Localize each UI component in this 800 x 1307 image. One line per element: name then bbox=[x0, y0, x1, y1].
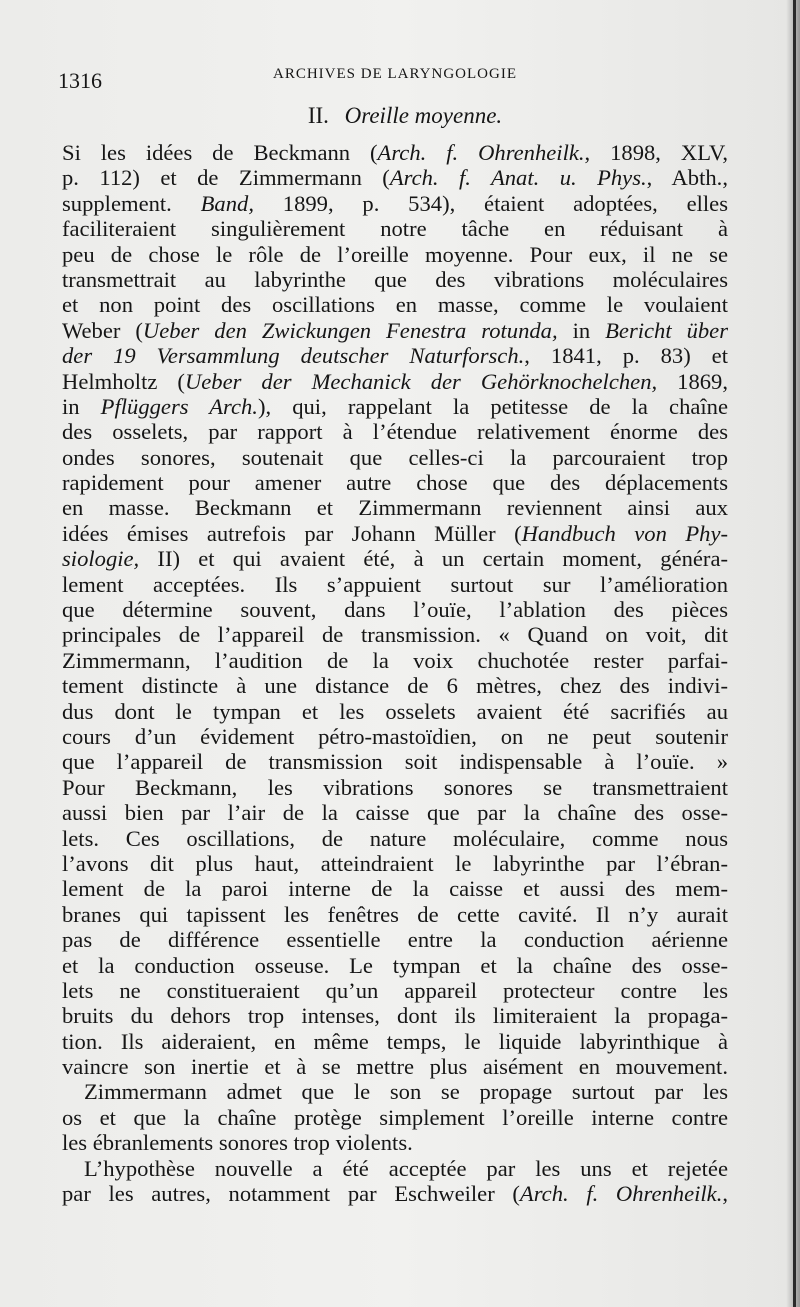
text-run: , Abth., bbox=[646, 165, 728, 191]
text-line bbox=[62, 953, 728, 978]
text-line bbox=[62, 1079, 728, 1104]
text-run: par les autres, notamment par Eschweiler ( bbox=[62, 1181, 520, 1207]
text-run: lets. Ces oscillations, de nature moléculaire, comme nous bbox=[62, 825, 728, 851]
text-line bbox=[62, 1029, 728, 1054]
text-line bbox=[62, 1003, 728, 1028]
text-run: en masse. Beckmann et Zimmermann reviennent ainsi aux bbox=[62, 495, 728, 521]
text-line bbox=[62, 749, 728, 774]
text-line bbox=[62, 394, 728, 419]
italic-text: der 19 Versammlung deutscher Naturforsch. bbox=[62, 343, 525, 369]
text-line bbox=[62, 1181, 728, 1206]
italic-text: Pflüggers Arch. bbox=[100, 393, 258, 419]
text-run: tion. Ils aideraient, en même temps, le liquide labyrinthique à bbox=[62, 1028, 728, 1054]
text-run: in bbox=[557, 317, 606, 343]
text-line bbox=[62, 978, 728, 1003]
italic-text: siologie, bbox=[62, 546, 140, 572]
text-line bbox=[62, 165, 728, 190]
italic-text: Bericht über bbox=[605, 317, 728, 343]
italic-text: Ueber der Mechanick der Gehörknochelchen, bbox=[184, 368, 658, 394]
text-run: et non point des oscillations en masse, comme le voulaient bbox=[62, 292, 728, 318]
text-line bbox=[62, 572, 728, 597]
text-line bbox=[62, 343, 728, 368]
text-run: p. 112) et de Zimmermann ( bbox=[62, 165, 390, 191]
text-run: des osselets, par rapport à l’étendue relativement énorme des bbox=[62, 419, 728, 445]
text-run: aussi bien par l’air de la caisse que par la chaîne des osse- bbox=[62, 800, 728, 826]
text-run: lets ne constitueraient qu’un appareil protecteur contre les bbox=[62, 977, 728, 1003]
text-run: l’avons dit plus haut, atteindraient le labyrinthe par l’ébran- bbox=[62, 850, 728, 876]
page-header bbox=[58, 66, 738, 96]
text-line bbox=[62, 242, 728, 267]
text-line bbox=[62, 495, 728, 520]
italic-text: Handbuch von Phy- bbox=[521, 520, 728, 546]
text-line bbox=[62, 826, 728, 851]
text-run: L’hypothèse nouvelle a été acceptée par les uns et rejetée bbox=[84, 1155, 728, 1181]
section-title: Oreille moyenne. bbox=[344, 103, 503, 128]
text-run: branes qui tapissent les fenêtres de cette cavité. Il n’y aurait bbox=[62, 901, 728, 927]
text-run: ), qui, rappelant la petitesse de la chaîne bbox=[257, 393, 728, 419]
text-run: pas de différence essentielle entre la conduction aérienne bbox=[62, 927, 728, 953]
text-line bbox=[62, 1156, 728, 1181]
text-line bbox=[62, 191, 728, 216]
text-line bbox=[62, 724, 728, 749]
text-run: idées émises autrefois par Johann Müller ( bbox=[62, 520, 522, 546]
text-run: Pour Beckmann, les vibrations sonores se transmettraient bbox=[62, 774, 728, 800]
page-edge bbox=[793, 0, 796, 1307]
text-run: lement de la paroi interne de la caisse et aussi des mem- bbox=[62, 876, 728, 902]
text-line bbox=[62, 521, 728, 546]
text-run: Weber ( bbox=[62, 317, 143, 343]
text-line bbox=[62, 267, 728, 292]
body-text bbox=[62, 140, 728, 1206]
running-head: ARCHIVES DE LARYNGOLOGIE bbox=[273, 66, 517, 82]
italic-text: Arch. f. Anat. u. Phys. bbox=[389, 165, 647, 191]
text-run: bruits du dehors trop intenses, dont ils limiteraient la propaga- bbox=[62, 1003, 728, 1029]
text-run: Zimmermann admet que le son se propage surtout par les bbox=[84, 1079, 728, 1105]
text-line bbox=[62, 1130, 728, 1155]
text-run: os et que la chaîne protège simplement l’oreille interne contre bbox=[62, 1104, 728, 1130]
text-line bbox=[62, 673, 728, 698]
text-run: , 1841, p. 83) et bbox=[524, 343, 728, 369]
text-run: dus dont le tympan et les osselets avaient été sacrifiés au bbox=[62, 698, 728, 724]
text-run: les ébranlements sonores trop violents. bbox=[62, 1130, 413, 1156]
text-run: , bbox=[722, 1181, 729, 1207]
text-run: cours d’un évidement pétro-mastoïdien, on ne peut soutenir bbox=[62, 723, 728, 749]
text-run: tement distincte à une distance de 6 mètres, chez des indivi- bbox=[62, 673, 728, 699]
text-run: transmettrait au labyrinthe que des vibrations moléculaires bbox=[62, 266, 728, 292]
text-run: que l’appareil de transmission soit indispensable à l’ouïe. » bbox=[62, 749, 728, 775]
text-run: , 1898, XLV, bbox=[584, 140, 728, 165]
text-run: Helmholtz ( bbox=[62, 368, 185, 394]
text-run: et la conduction osseuse. Le tympan et la chaîne des osse- bbox=[62, 952, 728, 978]
text-run: que détermine souvent, dans l’ouïe, l’ablation des pièces bbox=[62, 597, 728, 623]
text-line bbox=[62, 851, 728, 876]
text-line bbox=[62, 800, 728, 825]
text-line bbox=[62, 775, 728, 800]
text-line bbox=[62, 699, 728, 724]
section-heading bbox=[0, 103, 800, 129]
text-line bbox=[62, 470, 728, 495]
text-line bbox=[62, 1054, 728, 1079]
italic-text: Band, bbox=[200, 190, 254, 216]
section-numeral: II. bbox=[307, 103, 329, 128]
page-number: 1316 bbox=[58, 68, 102, 93]
text-line bbox=[62, 927, 728, 952]
text-line bbox=[62, 445, 728, 470]
text-run: lement acceptées. Ils s’appuient surtout sur l’amélioration bbox=[62, 571, 728, 597]
text-line bbox=[62, 140, 728, 165]
text-run: rapidement pour amener autre chose que des déplacements bbox=[62, 470, 728, 496]
text-run: peu de chose le rôle de l’oreille moyenne. Pour eux, il ne se bbox=[62, 241, 728, 267]
text-line bbox=[62, 546, 728, 571]
text-line bbox=[62, 597, 728, 622]
text-run: II) et qui avaient été, à un certain moment, généra- bbox=[139, 546, 728, 572]
text-line bbox=[62, 419, 728, 444]
text-line bbox=[62, 216, 728, 241]
text-run: 1899, p. 534), étaient adoptées, elles bbox=[253, 190, 728, 216]
text-line bbox=[62, 648, 728, 673]
text-line bbox=[62, 369, 728, 394]
italic-text: Arch. f. Ohrenheilk. bbox=[377, 140, 585, 165]
text-line bbox=[62, 902, 728, 927]
text-line bbox=[62, 1105, 728, 1130]
text-run: principales de l’appareil de transmission. « Quand on voit, dit bbox=[62, 622, 728, 648]
text-run: vaincre son inertie et à se mettre plus aisément en mouvement. bbox=[62, 1054, 728, 1080]
text-line bbox=[62, 292, 728, 317]
text-run: in bbox=[62, 393, 101, 419]
text-line bbox=[62, 876, 728, 901]
text-run: 1869, bbox=[657, 368, 729, 394]
text-run: ondes sonores, soutenait que celles-ci la parcouraient trop bbox=[62, 444, 728, 470]
italic-text: Ueber den Zwickungen Fenestra rotunda, bbox=[142, 317, 558, 343]
italic-text: Arch. f. Ohrenheilk. bbox=[519, 1181, 723, 1207]
text-run: faciliteraient singulièrement notre tâche en réduisant à bbox=[62, 216, 728, 242]
text-run: supplement. bbox=[62, 190, 201, 216]
text-run: Si les idées de Beckmann ( bbox=[62, 140, 378, 165]
text-line bbox=[62, 318, 728, 343]
text-line bbox=[62, 622, 728, 647]
text-run: Zimmermann, l’audition de la voix chuchotée rester parfai- bbox=[62, 647, 728, 673]
